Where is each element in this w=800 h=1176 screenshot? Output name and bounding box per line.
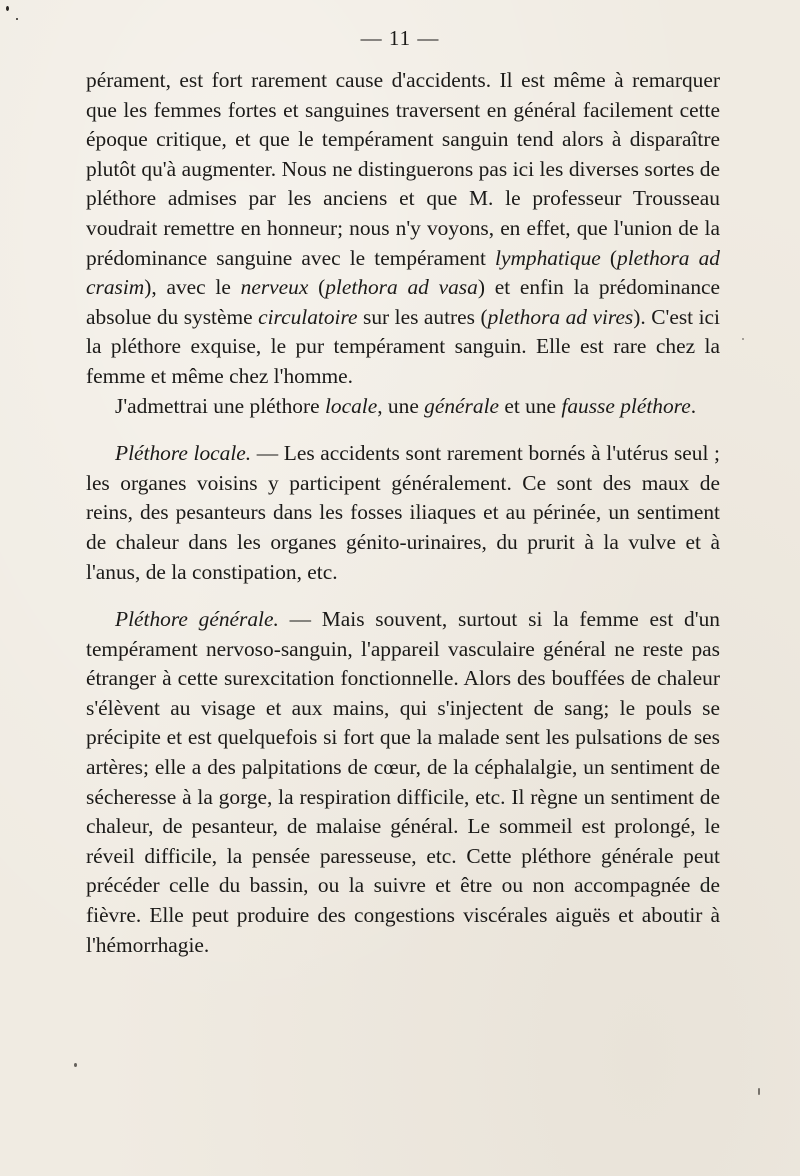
italic-text: circulatoire [258,304,358,329]
text-run: J'admettrai une pléthore [115,393,325,418]
text-run: , une [377,393,425,418]
italic-text: Pléthore locale. [115,441,252,466]
text-run: pérament, est fort rarement cause d'accidents. Il est même à remarquer que les femmes fortes et sanguines traversent en général facilement cette époque critique, et que le tempérament sanguin tend alors à disparaître plutôt qu'à augmenter. Nous ne distinguerons pas ici les diverses sortes de pléthore admises par les anciens et que M. le professeur Trousseau voudrait remettre en honneur; nous n'y voyons, en effet, que l'union de la prédominance sanguine avec le tempérament [86,68,720,270]
text-run: ). C'est ici la pléthore exquise, le pur tempérament sanguin. Elle est rare chez la femme et même chez l'homme. [86,304,720,388]
italic-text: locale [324,393,378,418]
text-run: sur les autres ( [357,304,488,329]
text-run: ) et enfin la prédominance absolue du système [86,275,721,329]
italic-text: lymphatique [495,245,601,270]
italic-text: plethora ad vires [487,304,634,329]
scan-speck [6,6,9,11]
body-text [86,66,720,960]
paragraph-pléthore-générale [86,605,720,960]
italic-text: générale [424,393,500,418]
page-number: — 11 — [360,26,440,50]
paragraph-2 [86,392,720,422]
text-run: et une [499,393,562,418]
scan-speck [742,338,744,340]
text-run: — Les accidents sont rarement bornés à l'utérus seul ; les organes voisins y participent généralement. Ce sont des maux de reins, des pesanteurs dans les fosses iliaques et au périnée, un sentiment de chaleur dans les organes génito-urinaires, du prurit à la vulve et à l'anus, de la constipation, etc. [86,441,720,584]
italic-text: fausse pléthore [561,393,691,418]
italic-text: plethora ad vasa [325,275,478,300]
text-run: ( [308,275,326,300]
text-run: ), avec le [144,275,241,300]
paragraph-1 [86,66,720,392]
scan-speck [16,18,18,20]
italic-text: plethora ad crasim [86,245,720,300]
scan-speck [74,1063,77,1067]
text-run: . [690,393,697,418]
scan-speck [758,1088,760,1095]
italic-text: Pléthore générale. [115,607,279,632]
text-run: ( [600,245,617,270]
paragraph-pléthore-locale [86,439,720,587]
italic-text: nerveux [240,275,309,300]
text-run: — Mais souvent, surtout si la femme est d'un tempérament nervoso-sanguin, l'appareil vasculaire général ne reste pas étranger à cette surexcitation fonctionnelle. Alors des bouffées de chaleur s'élèvent au visage et aux mains, qui s'injectent de sang; le pouls se précipite et est quelquefois si fort que la malade sent les pulsations de ses artères; elle a des palpitations de cœur, de la céphalalgie, un sentiment de sécheresse à la gorge, la respiration difficile, etc. Il règne un sentiment de chaleur, de pesanteur, de malaise général. Le sommeil est prolongé, le réveil difficile, la pensée paresseuse, etc. Cette pléthore générale peut précéder celle du bassin, ou la suivre et être ou non accompagnée de fièvre. Elle peut produire des congestions viscérales aiguës et aboutir à l'hémorrhagie. [86,607,720,957]
